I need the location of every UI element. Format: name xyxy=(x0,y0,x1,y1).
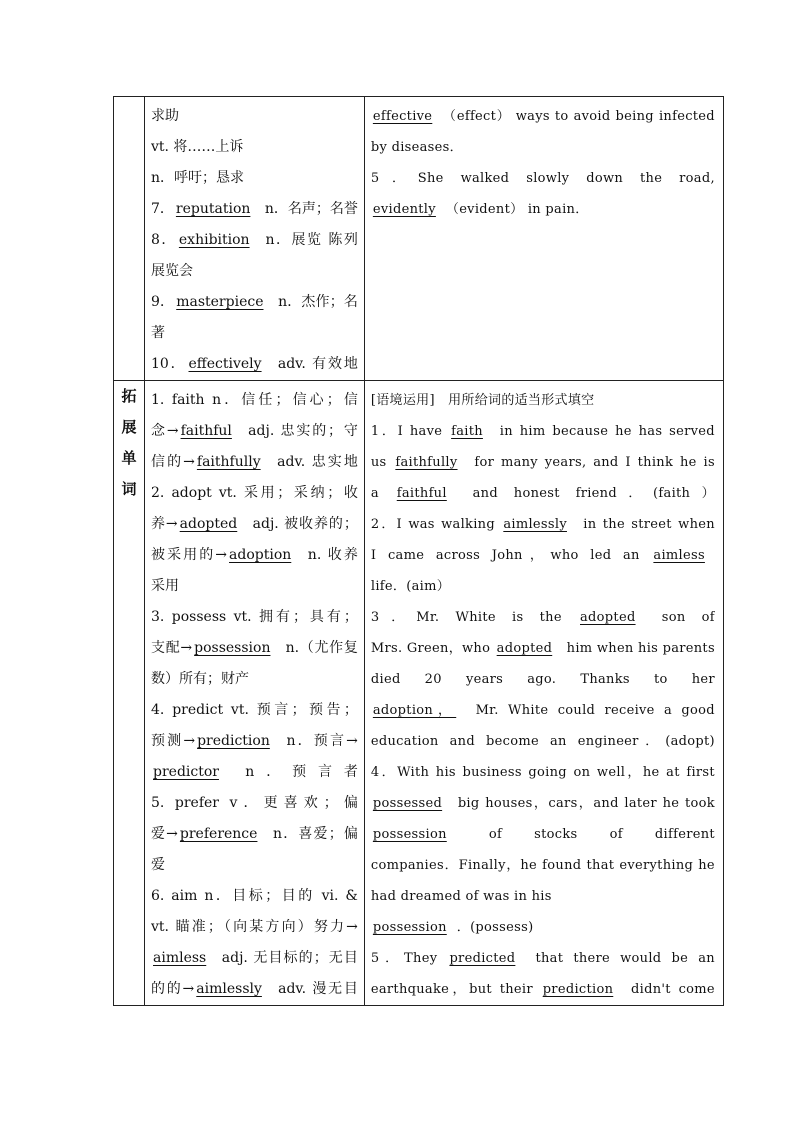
text-line xyxy=(151,819,358,850)
line-text: 2．I was walking xyxy=(370,517,502,532)
text-line xyxy=(151,757,358,788)
line-text: son of xyxy=(645,610,715,625)
text-line xyxy=(151,695,358,726)
text-line xyxy=(151,318,358,349)
answer-blank: possessed xyxy=(372,796,443,811)
line-text: in him because he has served xyxy=(492,424,715,439)
line-text: 6. aim n．目标；目的 vi. & xyxy=(151,888,358,904)
line-text: 5．She walked slowly down the road, xyxy=(370,171,715,186)
line-text: education and become an engineer．(adopt) xyxy=(370,734,715,749)
line-text: n．预言者 xyxy=(228,764,358,780)
text-line xyxy=(371,571,715,602)
line-text: I came across John，who led an xyxy=(370,548,652,563)
examples-heading: [语境运用] 用所给词的适当形式填空 xyxy=(370,393,595,408)
answer-blank: exhibition xyxy=(178,232,250,248)
text-line xyxy=(151,664,358,695)
line-text: 信的→ xyxy=(151,454,195,470)
line-text: 4. predict vt. 预言；预告； xyxy=(151,702,358,718)
line-text: in the street when xyxy=(576,517,715,532)
text-line xyxy=(151,163,358,194)
line-text: 数）所有；财产 xyxy=(151,671,249,687)
text-line xyxy=(151,850,358,881)
answer-blank: adopted xyxy=(496,641,553,656)
answer-blank: aimlessly xyxy=(503,517,567,532)
text-line xyxy=(151,540,358,571)
line-text: 采用 xyxy=(151,578,179,594)
text-line xyxy=(371,633,715,664)
answer-blank: preference xyxy=(179,826,258,842)
answer-blank: effectively xyxy=(188,356,262,372)
text-line xyxy=(151,132,358,163)
text-line xyxy=(371,974,715,1005)
line-text: （evident） in pain． xyxy=(445,202,589,217)
answer-blank: aimlessly xyxy=(196,981,262,997)
text-line xyxy=(151,943,358,974)
text-line xyxy=(371,726,715,757)
answer-blank: faithfully xyxy=(196,454,261,470)
text-line xyxy=(371,695,715,726)
line-text: for many years, and I think he is xyxy=(467,455,715,470)
table-row xyxy=(114,381,724,1006)
text-line xyxy=(151,447,358,478)
text-line xyxy=(151,349,358,380)
line-text: n．预言→ xyxy=(279,733,358,749)
answer-blank: faithful xyxy=(180,423,232,439)
section-label-char: 词 xyxy=(121,480,137,498)
line-text: vt. 瞄准；（向某方向）努力→ xyxy=(151,919,358,935)
text-line xyxy=(371,881,715,912)
line-text: 2. adopt vt. 采用；采纳；收 xyxy=(151,485,358,501)
text-line xyxy=(151,416,358,447)
line-text: adv. 忠实地 xyxy=(270,454,358,470)
text-line xyxy=(371,943,715,974)
vocabulary-table xyxy=(113,96,724,1006)
line-text: adj. 被收养的； xyxy=(247,516,358,532)
line-text: adj. 忠实的；守 xyxy=(241,423,358,439)
text-line xyxy=(151,974,358,1005)
example-list xyxy=(365,381,723,1005)
text-line xyxy=(371,602,715,633)
section-label-cell xyxy=(114,97,145,381)
line-text: n．展览 陈列 xyxy=(259,232,358,248)
line-text: 的的→ xyxy=(151,981,195,997)
line-text: 预测→ xyxy=(151,733,196,749)
section-label-char: 展 xyxy=(121,418,137,436)
text-line xyxy=(151,912,358,943)
text-line xyxy=(371,163,715,194)
example-list xyxy=(365,97,723,225)
line-text: him when his parents xyxy=(562,641,715,656)
text-line xyxy=(371,478,715,509)
line-text: adv. 漫无目 xyxy=(271,981,358,997)
text-line xyxy=(151,509,358,540)
line-text: 4．With his business going on well，he at first xyxy=(370,765,715,780)
text-line xyxy=(371,788,715,819)
answer-blank: possession xyxy=(194,640,271,656)
example-cell xyxy=(364,381,723,1006)
line-text: 8． xyxy=(151,232,177,248)
text-line xyxy=(151,256,358,287)
answer-blank: possession xyxy=(372,920,447,935)
answer-blank: adoption xyxy=(229,547,292,563)
answer-blank: predictor xyxy=(153,764,219,780)
text-line xyxy=(151,194,358,225)
vocab-cell xyxy=(145,97,365,381)
text-line xyxy=(151,225,358,256)
answer-blank: faithfully xyxy=(395,455,458,470)
line-text: companies．Finally，he found that everything he xyxy=(370,858,715,873)
text-line xyxy=(371,509,715,540)
text-line xyxy=(371,757,715,788)
text-line xyxy=(151,478,358,509)
answer-blank: aimless xyxy=(653,548,705,563)
line-text: n．杰作；名 xyxy=(273,294,358,310)
answer-blank: aimless xyxy=(153,950,207,966)
line-text: 著 xyxy=(151,325,165,341)
answer-blank: reputation xyxy=(175,201,251,217)
text-line xyxy=(371,664,715,695)
line-text: adv. 有效地 xyxy=(271,356,358,372)
table-row xyxy=(114,97,724,381)
answer-blank: faith xyxy=(451,424,483,439)
text-line xyxy=(371,447,715,478)
text-line xyxy=(371,540,715,571)
answer-blank: predicted xyxy=(449,951,516,966)
answer-blank: faithful xyxy=(396,486,447,501)
text-line xyxy=(371,416,715,447)
answer-blank: adopted xyxy=(580,610,636,625)
line-text: earthquake，but their xyxy=(370,982,541,997)
vocab-list xyxy=(145,381,364,1005)
answer-blank: possession xyxy=(372,827,447,842)
line-text: didn't come xyxy=(623,982,715,997)
text-line xyxy=(371,819,715,850)
line-text: adj. 无目标的；无目 xyxy=(216,950,358,966)
line-text: 爱 xyxy=(151,857,165,873)
text-line xyxy=(151,788,358,819)
text-line xyxy=(151,101,358,132)
text-line xyxy=(151,633,358,664)
text-line xyxy=(371,912,715,943)
line-text: n. 收养 xyxy=(301,547,358,563)
line-text: 9． xyxy=(151,294,175,310)
line-text: 念→ xyxy=(151,423,179,439)
line-text: of stocks of different xyxy=(456,827,715,842)
line-text: us xyxy=(370,455,394,470)
line-text: n．名声；名誉 xyxy=(260,201,358,217)
line-text: ．(possess) xyxy=(456,920,534,935)
text-line xyxy=(151,287,358,318)
line-text: 5. prefer v．更喜欢；偏 xyxy=(151,795,358,811)
section-label-char: 拓 xyxy=(121,387,137,405)
line-text: n．呼吁；恳求 xyxy=(151,170,245,186)
answer-blank: effective xyxy=(372,109,433,124)
line-text: life．(aim） xyxy=(370,579,451,594)
line-text: 1．I have xyxy=(370,424,450,439)
vocab-list xyxy=(145,97,364,380)
line-text: 1. faith n．信任；信心；信 xyxy=(151,392,358,408)
line-text: 养→ xyxy=(151,516,178,532)
text-line xyxy=(371,101,715,132)
vocab-cell xyxy=(145,381,365,1006)
line-text: 3. possess vt. 拥有；具有； xyxy=(151,609,358,625)
line-text: n．喜爱；偏 xyxy=(267,826,358,842)
answer-blank: evidently xyxy=(372,202,436,217)
line-text: 展览会 xyxy=(151,263,193,279)
line-text: n.（尤作复 xyxy=(280,640,358,656)
line-text: died 20 years ago. Thanks to her xyxy=(370,672,715,687)
answer-blank: prediction xyxy=(542,982,614,997)
line-text: 10． xyxy=(151,356,187,372)
text-line xyxy=(371,850,715,881)
section-label-char: 单 xyxy=(121,449,137,467)
answer-blank: prediction xyxy=(197,733,270,749)
text-line xyxy=(371,194,715,225)
answer-blank: adoption， xyxy=(372,703,457,718)
line-text: 求助 xyxy=(151,108,179,124)
section-label-cell xyxy=(114,381,145,1006)
example-cell xyxy=(364,97,723,381)
line-text: big houses，cars，and later he took xyxy=(452,796,715,811)
text-line xyxy=(151,726,358,757)
text-line xyxy=(151,571,358,602)
answer-blank: masterpiece xyxy=(176,294,264,310)
line-text: 5．They xyxy=(370,951,448,966)
text-line xyxy=(151,385,358,416)
text-line xyxy=(151,602,358,633)
answer-blank: adopted xyxy=(179,516,238,532)
line-text: Mr. White could receive a good xyxy=(466,703,715,718)
text-line xyxy=(371,132,715,163)
line-text: 3．Mr. White is the xyxy=(370,610,578,625)
line-text: by diseases． xyxy=(370,140,463,155)
text-line xyxy=(151,881,358,912)
line-text: and honest friend．(faith） xyxy=(456,486,715,501)
line-text: a xyxy=(370,486,395,501)
line-text: 爱→ xyxy=(151,826,178,842)
line-text: had dreamed of was in his xyxy=(370,889,552,904)
line-text: 支配→ xyxy=(151,640,193,656)
line-text: 7． xyxy=(151,201,174,217)
line-text: 被采用的→ xyxy=(151,547,228,563)
line-text: that there would be an xyxy=(525,951,715,966)
line-text: Mrs. Green，who xyxy=(370,641,495,656)
line-text: vt. 将……上诉 xyxy=(151,139,244,155)
line-text: （effect） ways to avoid being infected xyxy=(442,109,715,124)
